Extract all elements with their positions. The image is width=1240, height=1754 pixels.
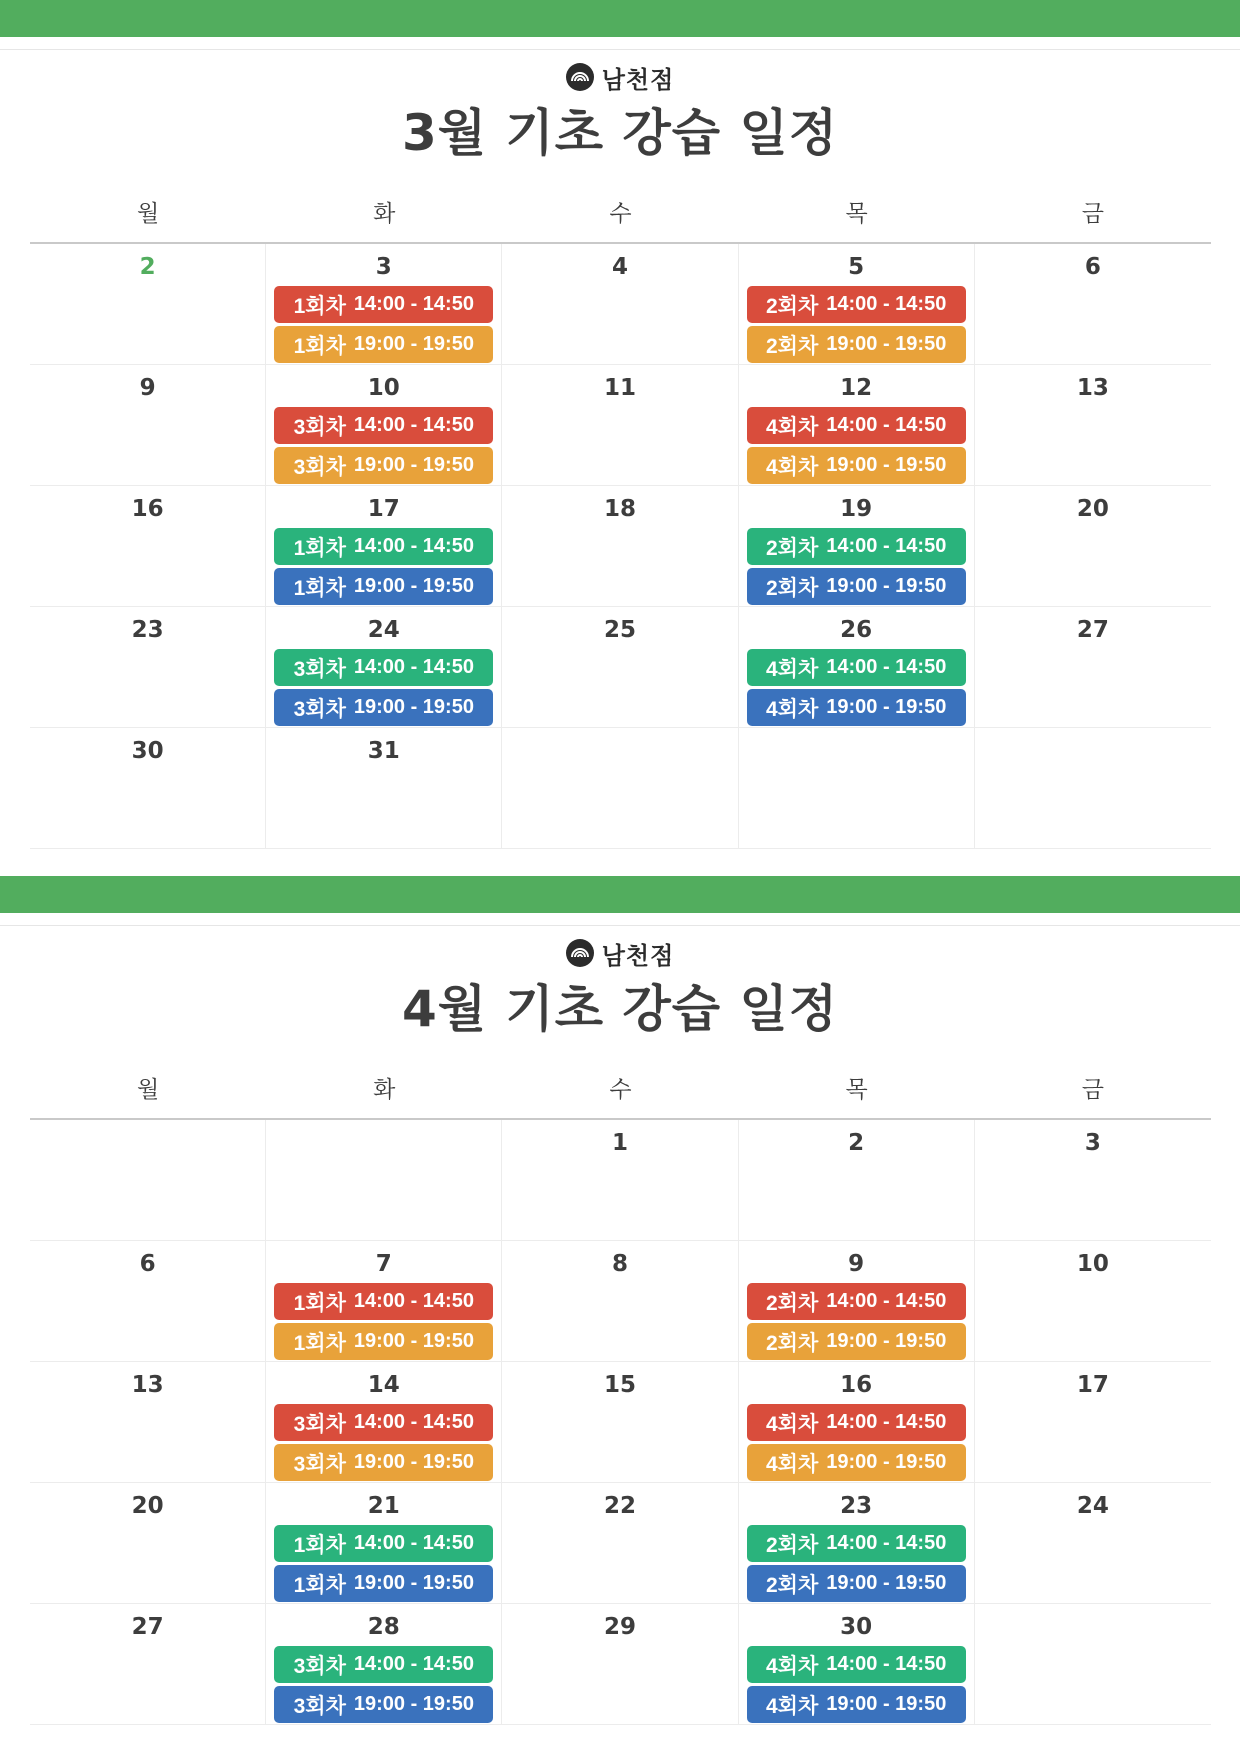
class-event-badge[interactable] [747, 286, 966, 323]
event-time: 19:00 - 19:50 [826, 1330, 947, 1352]
class-event-badge[interactable] [274, 1404, 493, 1441]
weekday-label: 목 [845, 1077, 868, 1103]
event-session: 1회차 [293, 294, 346, 318]
day-cell [975, 244, 1211, 364]
day-number: 8 [611, 1251, 628, 1277]
day-cell [975, 1241, 1211, 1361]
day-number: 10 [367, 375, 400, 401]
day-number: 24 [367, 617, 400, 643]
event-time: 14:00 - 14:50 [353, 1290, 474, 1312]
class-event-badge[interactable] [274, 1565, 493, 1602]
event-list [274, 1404, 493, 1481]
class-event-badge[interactable] [747, 1525, 966, 1562]
class-event-badge[interactable] [274, 689, 493, 726]
event-session: 1회차 [293, 576, 346, 600]
day-number: 9 [848, 1251, 865, 1277]
day-cell [30, 1483, 266, 1603]
class-event-badge[interactable] [274, 649, 493, 686]
event-time: 19:00 - 19:50 [826, 1693, 947, 1715]
day-number: 13 [131, 1372, 164, 1398]
event-time: 14:00 - 14:50 [353, 535, 474, 557]
weekday-header [30, 1063, 1211, 1120]
weekday-header [30, 187, 1211, 244]
week-row [30, 728, 1211, 849]
event-session: 3회차 [293, 697, 346, 721]
day-cell [266, 1120, 502, 1240]
class-event-badge[interactable] [747, 447, 966, 484]
event-time: 19:00 - 19:50 [826, 1451, 947, 1473]
day-cell [266, 486, 502, 606]
class-event-badge[interactable] [274, 1686, 493, 1723]
event-session: 3회차 [293, 1452, 346, 1476]
event-list [747, 1404, 966, 1481]
day-number: 18 [603, 496, 636, 522]
day-cell [30, 728, 266, 848]
brand-name: 남천점 [601, 65, 675, 94]
day-number: 17 [1076, 1372, 1109, 1398]
event-time: 19:00 - 19:50 [826, 696, 947, 718]
event-list [274, 1283, 493, 1360]
day-cell [266, 1483, 502, 1603]
class-event-badge[interactable] [274, 326, 493, 363]
event-session: 1회차 [293, 1533, 346, 1557]
class-event-badge[interactable] [747, 568, 966, 605]
top-green-bar [0, 876, 1240, 913]
class-event-badge[interactable] [747, 1686, 966, 1723]
day-number [266, 1130, 501, 1156]
day-number: 23 [840, 1493, 873, 1519]
event-session: 1회차 [293, 1291, 346, 1315]
day-number: 27 [1076, 617, 1109, 643]
event-session: 1회차 [293, 1331, 346, 1355]
event-session: 3회차 [293, 1654, 346, 1678]
event-list [747, 407, 966, 484]
event-list [747, 528, 966, 605]
week-row [30, 244, 1211, 365]
class-event-badge[interactable] [274, 407, 493, 444]
day-number: 26 [840, 617, 873, 643]
week-row [30, 365, 1211, 486]
event-time: 14:00 - 14:50 [826, 1532, 947, 1554]
day-number: 16 [131, 496, 164, 522]
day-cell [266, 365, 502, 485]
day-number: 29 [603, 1614, 636, 1640]
day-cell [975, 365, 1211, 485]
day-cell [975, 607, 1211, 727]
event-list [274, 1646, 493, 1723]
day-number: 27 [131, 1614, 164, 1640]
day-cell [266, 728, 502, 848]
weekday-label: 화 [373, 1077, 396, 1103]
brand-name: 남천점 [601, 941, 675, 970]
event-session: 1회차 [293, 1573, 346, 1597]
event-time: 14:00 - 14:50 [826, 1290, 947, 1312]
day-number [502, 738, 737, 764]
month-section-april [0, 876, 1240, 1718]
day-cell [739, 728, 975, 848]
day-number: 20 [1076, 496, 1109, 522]
day-cell [30, 607, 266, 727]
day-cell [502, 607, 738, 727]
day-cell [266, 607, 502, 727]
class-event-badge[interactable] [274, 286, 493, 323]
top-green-bar [0, 0, 1240, 37]
day-number: 19 [840, 496, 873, 522]
day-cell [502, 365, 738, 485]
event-session: 4회차 [765, 697, 819, 721]
event-session: 3회차 [293, 455, 346, 479]
day-cell [30, 244, 266, 364]
day-cell [975, 1120, 1211, 1240]
day-number: 3 [375, 254, 392, 280]
event-time: 14:00 - 14:50 [353, 414, 474, 436]
day-cell [502, 1362, 738, 1482]
class-event-badge[interactable] [274, 528, 493, 565]
week-row [30, 1604, 1211, 1725]
week-row [30, 1241, 1211, 1362]
day-cell [502, 244, 738, 364]
event-list [747, 286, 966, 363]
event-time: 14:00 - 14:50 [353, 1411, 474, 1433]
event-session: 1회차 [293, 334, 346, 358]
day-number [739, 738, 974, 764]
class-event-badge[interactable] [747, 407, 966, 444]
day-number [975, 738, 1211, 764]
event-session: 3회차 [293, 657, 346, 681]
event-session: 4회차 [765, 1412, 819, 1436]
event-session: 2회차 [765, 1533, 819, 1557]
event-time: 14:00 - 14:50 [353, 293, 474, 315]
day-cell [739, 486, 975, 606]
week-row [30, 607, 1211, 728]
class-event-badge[interactable] [747, 1444, 966, 1481]
day-number: 24 [1076, 1493, 1109, 1519]
event-session: 2회차 [765, 1573, 819, 1597]
event-session: 2회차 [765, 294, 819, 318]
day-number: 10 [1076, 1251, 1109, 1277]
day-number: 23 [131, 617, 164, 643]
event-time: 19:00 - 19:50 [826, 333, 947, 355]
weekday-label: 금 [1081, 201, 1104, 227]
day-number [975, 1614, 1211, 1640]
week-row [30, 1483, 1211, 1604]
event-time: 14:00 - 14:50 [826, 535, 947, 557]
event-session: 4회차 [765, 1452, 819, 1476]
event-session: 3회차 [293, 415, 346, 439]
day-number: 6 [139, 1251, 156, 1277]
day-number: 12 [840, 375, 873, 401]
weekday-label: 월 [136, 201, 160, 227]
month-section-march [0, 0, 1240, 764]
event-time: 19:00 - 19:50 [353, 1693, 474, 1715]
event-session: 4회차 [765, 657, 819, 681]
class-event-badge[interactable] [747, 528, 966, 565]
event-time: 14:00 - 14:50 [353, 656, 474, 678]
day-number [30, 1130, 265, 1156]
day-cell [502, 1604, 738, 1724]
event-time: 14:00 - 14:50 [826, 293, 947, 315]
week-row [30, 1120, 1211, 1241]
calendar-grid [30, 1063, 1211, 1725]
day-number: 25 [603, 617, 636, 643]
day-cell [975, 486, 1211, 606]
event-time: 14:00 - 14:50 [826, 1411, 947, 1433]
event-session: 2회차 [765, 536, 819, 560]
day-number: 1 [611, 1130, 628, 1156]
day-number: 3 [1084, 1130, 1101, 1156]
class-event-badge[interactable] [274, 1525, 493, 1562]
day-cell [30, 365, 266, 485]
event-time: 14:00 - 14:50 [826, 656, 947, 678]
day-cell [266, 1241, 502, 1361]
event-time: 14:00 - 14:50 [353, 1532, 474, 1554]
event-session: 1회차 [293, 536, 346, 560]
day-cell [975, 728, 1211, 848]
class-event-badge[interactable] [747, 1323, 966, 1360]
day-cell [739, 1604, 975, 1724]
day-number: 30 [131, 738, 164, 764]
day-cell [30, 1362, 266, 1482]
weekday-label: 목 [845, 201, 868, 227]
class-event-badge[interactable] [274, 447, 493, 484]
weekday-label: 월 [136, 1077, 160, 1103]
weekday-label: 화 [373, 201, 396, 227]
day-cell [30, 1120, 266, 1240]
event-session: 3회차 [293, 1412, 346, 1436]
event-list [747, 1283, 966, 1360]
brand-header [0, 936, 1240, 970]
day-number: 17 [367, 496, 400, 522]
event-time: 19:00 - 19:50 [353, 454, 474, 476]
day-cell [739, 1483, 975, 1603]
day-number: 9 [139, 375, 156, 401]
event-list [274, 649, 493, 726]
event-session: 4회차 [765, 1694, 819, 1718]
class-event-badge[interactable] [747, 1283, 966, 1320]
event-time: 14:00 - 14:50 [353, 1653, 474, 1675]
event-session: 2회차 [765, 576, 819, 600]
day-cell [739, 607, 975, 727]
day-cell [266, 244, 502, 364]
event-list [274, 407, 493, 484]
event-time: 19:00 - 19:50 [353, 1451, 474, 1473]
day-cell [502, 1483, 738, 1603]
day-cell [739, 244, 975, 364]
day-cell [30, 1241, 266, 1361]
day-number: 4 [611, 254, 628, 280]
event-session: 4회차 [765, 455, 819, 479]
day-number: 28 [367, 1614, 400, 1640]
class-event-badge[interactable] [274, 1323, 493, 1360]
divider [0, 49, 1240, 50]
day-cell [502, 728, 738, 848]
day-cell [739, 1362, 975, 1482]
day-number: 14 [367, 1372, 400, 1398]
event-list [274, 1525, 493, 1602]
day-number: 20 [131, 1493, 164, 1519]
event-session: 2회차 [765, 1331, 819, 1355]
class-event-badge[interactable] [274, 568, 493, 605]
day-number: 7 [375, 1251, 392, 1277]
event-time: 19:00 - 19:50 [353, 1572, 474, 1594]
day-cell [975, 1483, 1211, 1603]
page-title: 4월 기초 강습 일정 [401, 980, 839, 1038]
day-cell [739, 1120, 975, 1240]
day-cell [266, 1604, 502, 1724]
event-session: 2회차 [765, 334, 819, 358]
divider [0, 925, 1240, 926]
day-number: 5 [848, 254, 865, 280]
event-session: 2회차 [765, 1291, 819, 1315]
day-cell [975, 1604, 1211, 1724]
event-session: 3회차 [293, 1694, 346, 1718]
calendar-grid [30, 187, 1211, 849]
day-number: 22 [603, 1493, 636, 1519]
day-number: 15 [603, 1372, 636, 1398]
day-cell [502, 1241, 738, 1361]
class-event-badge[interactable] [747, 1565, 966, 1602]
page-title: 3월 기초 강습 일정 [401, 104, 839, 162]
day-number: 30 [840, 1614, 873, 1640]
event-list [747, 1525, 966, 1602]
event-session: 4회차 [765, 1654, 819, 1678]
day-cell [739, 365, 975, 485]
week-row [30, 1362, 1211, 1483]
class-event-badge[interactable] [747, 649, 966, 686]
brand-header [0, 60, 1240, 94]
event-time: 19:00 - 19:50 [353, 333, 474, 355]
event-time: 19:00 - 19:50 [353, 1330, 474, 1352]
event-time: 19:00 - 19:50 [826, 454, 947, 476]
day-number: 13 [1076, 375, 1109, 401]
class-event-badge[interactable] [747, 326, 966, 363]
event-session: 4회차 [765, 415, 819, 439]
class-event-badge[interactable] [274, 1283, 493, 1320]
weekday-label: 수 [609, 201, 632, 227]
brand-logo-icon [566, 939, 594, 967]
event-list [274, 528, 493, 605]
day-number: 2 [139, 254, 156, 280]
day-number: 2 [848, 1130, 865, 1156]
day-cell [30, 1604, 266, 1724]
class-event-badge[interactable] [274, 1444, 493, 1481]
event-time: 14:00 - 14:50 [826, 414, 947, 436]
day-cell [502, 1120, 738, 1240]
event-time: 19:00 - 19:50 [353, 696, 474, 718]
week-row [30, 486, 1211, 607]
class-event-badge[interactable] [274, 1646, 493, 1683]
day-number: 31 [367, 738, 400, 764]
day-number: 16 [840, 1372, 873, 1398]
day-cell [30, 486, 266, 606]
class-event-badge[interactable] [747, 1404, 966, 1441]
weekday-label: 수 [609, 1077, 632, 1103]
class-event-badge[interactable] [747, 1646, 966, 1683]
day-cell [266, 1362, 502, 1482]
day-number: 6 [1084, 254, 1101, 280]
class-event-badge[interactable] [747, 689, 966, 726]
event-list [747, 1646, 966, 1723]
event-time: 19:00 - 19:50 [353, 575, 474, 597]
event-time: 19:00 - 19:50 [826, 575, 947, 597]
day-cell [739, 1241, 975, 1361]
day-cell [975, 1362, 1211, 1482]
weekday-label: 금 [1081, 1077, 1104, 1103]
day-number: 11 [603, 375, 636, 401]
event-list [747, 649, 966, 726]
event-list [274, 286, 493, 363]
day-number: 21 [367, 1493, 400, 1519]
event-time: 19:00 - 19:50 [826, 1572, 947, 1594]
day-cell [502, 486, 738, 606]
event-time: 14:00 - 14:50 [826, 1653, 947, 1675]
brand-logo-icon [566, 63, 594, 91]
